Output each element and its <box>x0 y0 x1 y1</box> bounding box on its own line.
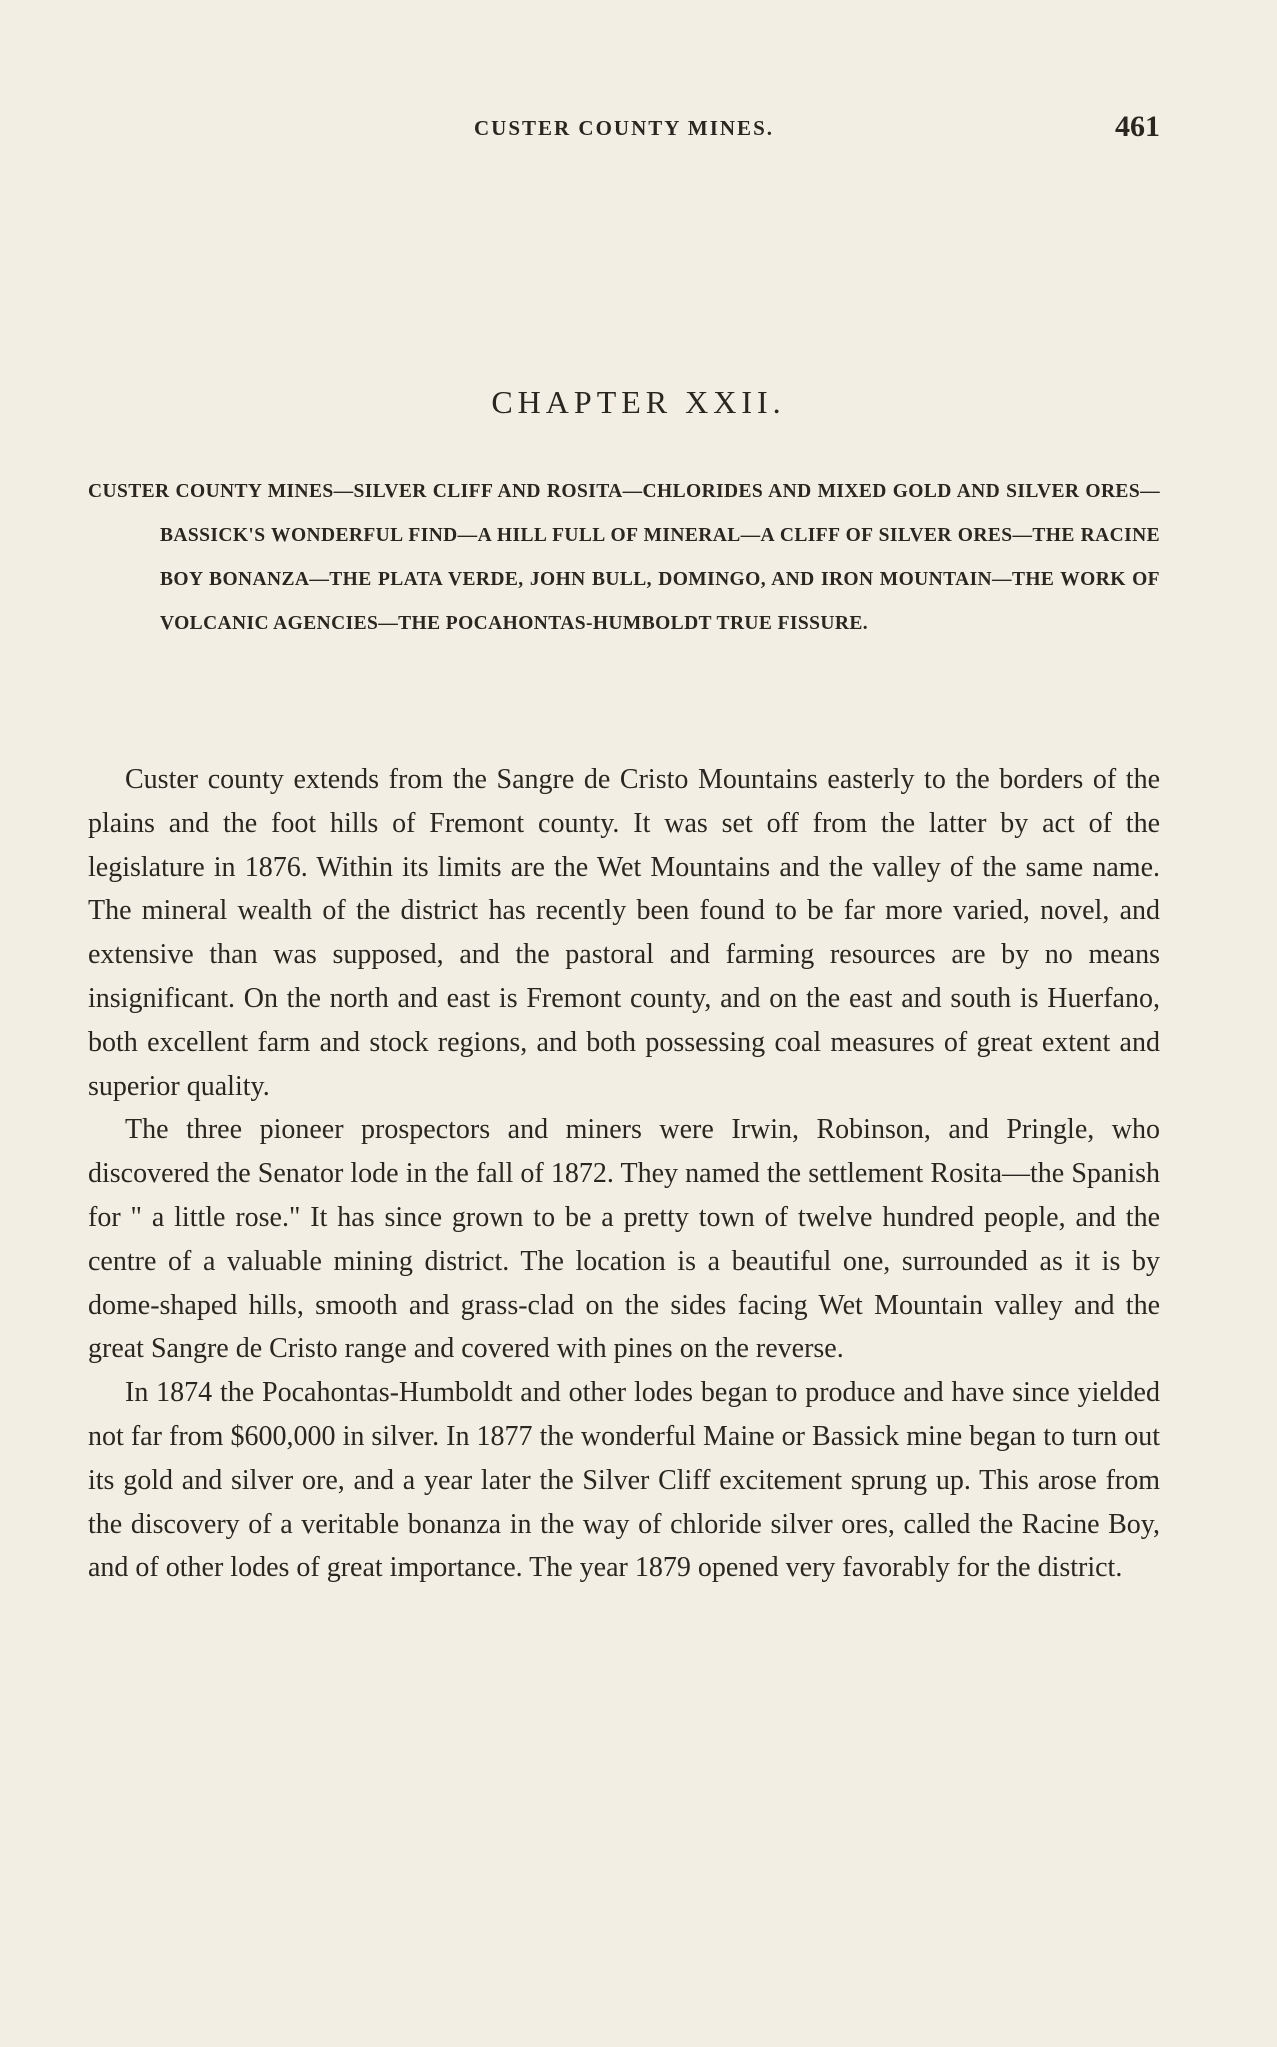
paragraph: The three pioneer prospectors and miners were Irwin, Robinson, and Pringle, who discovered the Senator lode in the fall of 1872. They named the settlement Rosita—the Spanish for " a little rose." It has since grown to be a pretty town of twelve hundred people, and the centre of a valuable mining district. The location is a beautiful one, surrounded as it is by dome-shaped hills, smooth and grass-clad on the sides facing Wet Mountain valley and the great Sangre de Cristo range and covered with pines on the reverse. <box>88 1114 1160 1365</box>
chapter-summary: CUSTER COUNTY MINES—SILVER CLIFF AND ROSITA—CHLORIDES AND MIXED GOLD AND SILVER ORES—BASSICK'S WONDERFUL FIND—A HILL FULL OF MINERAL—A CLIFF OF SILVER ORES—THE RACINE BOY BONANZA—THE PLATA VERDE, JOHN BULL, DOMINGO, AND IRON MOUNTAIN—THE WORK OF VOLCANIC AGENCIES—THE POCAHONTAS-HUMBOLDT TRUE FISSURE. <box>88 481 1160 634</box>
body-text <box>88 758 1160 1590</box>
page-number: 461 <box>1115 110 1160 143</box>
running-head <box>88 110 1160 150</box>
running-title: CUSTER COUNTY MINES. <box>473 116 774 140</box>
paragraph: Custer county extends from the Sangre de Cristo Mountains easterly to the borders of the plains and the foot hills of Fremont county. It was set off from the latter by act of the legislature in 1876. Within its limits are the Wet Mountains and the valley of the same name. The mineral wealth of the district has recently been found to be far more varied, novel, and extensive than was supposed, and the pastoral and farming resources are by no means insignificant. On the north and east is Fremont county, and on the east and south is Huerfano, both excellent farm and stock regions, and both possessing coal measures of great extent and superior quality. <box>88 764 1160 1102</box>
paragraph: In 1874 the Pocahontas-Humboldt and other lodes began to produce and have since yielded not far from $600,000 in silver. In 1877 the wonderful Maine or Bassick mine began to turn out its gold and silver ore, and a year later the Silver Cliff excitement sprung up. This arose from the discovery of a veritable bonanza in the way of chloride silver ores, called the Racine Boy, and of other lodes of great importance. The year 1879 opened very favorably for the district. <box>88 1377 1160 1584</box>
chapter-title: CHAPTER XXII. <box>491 384 786 420</box>
